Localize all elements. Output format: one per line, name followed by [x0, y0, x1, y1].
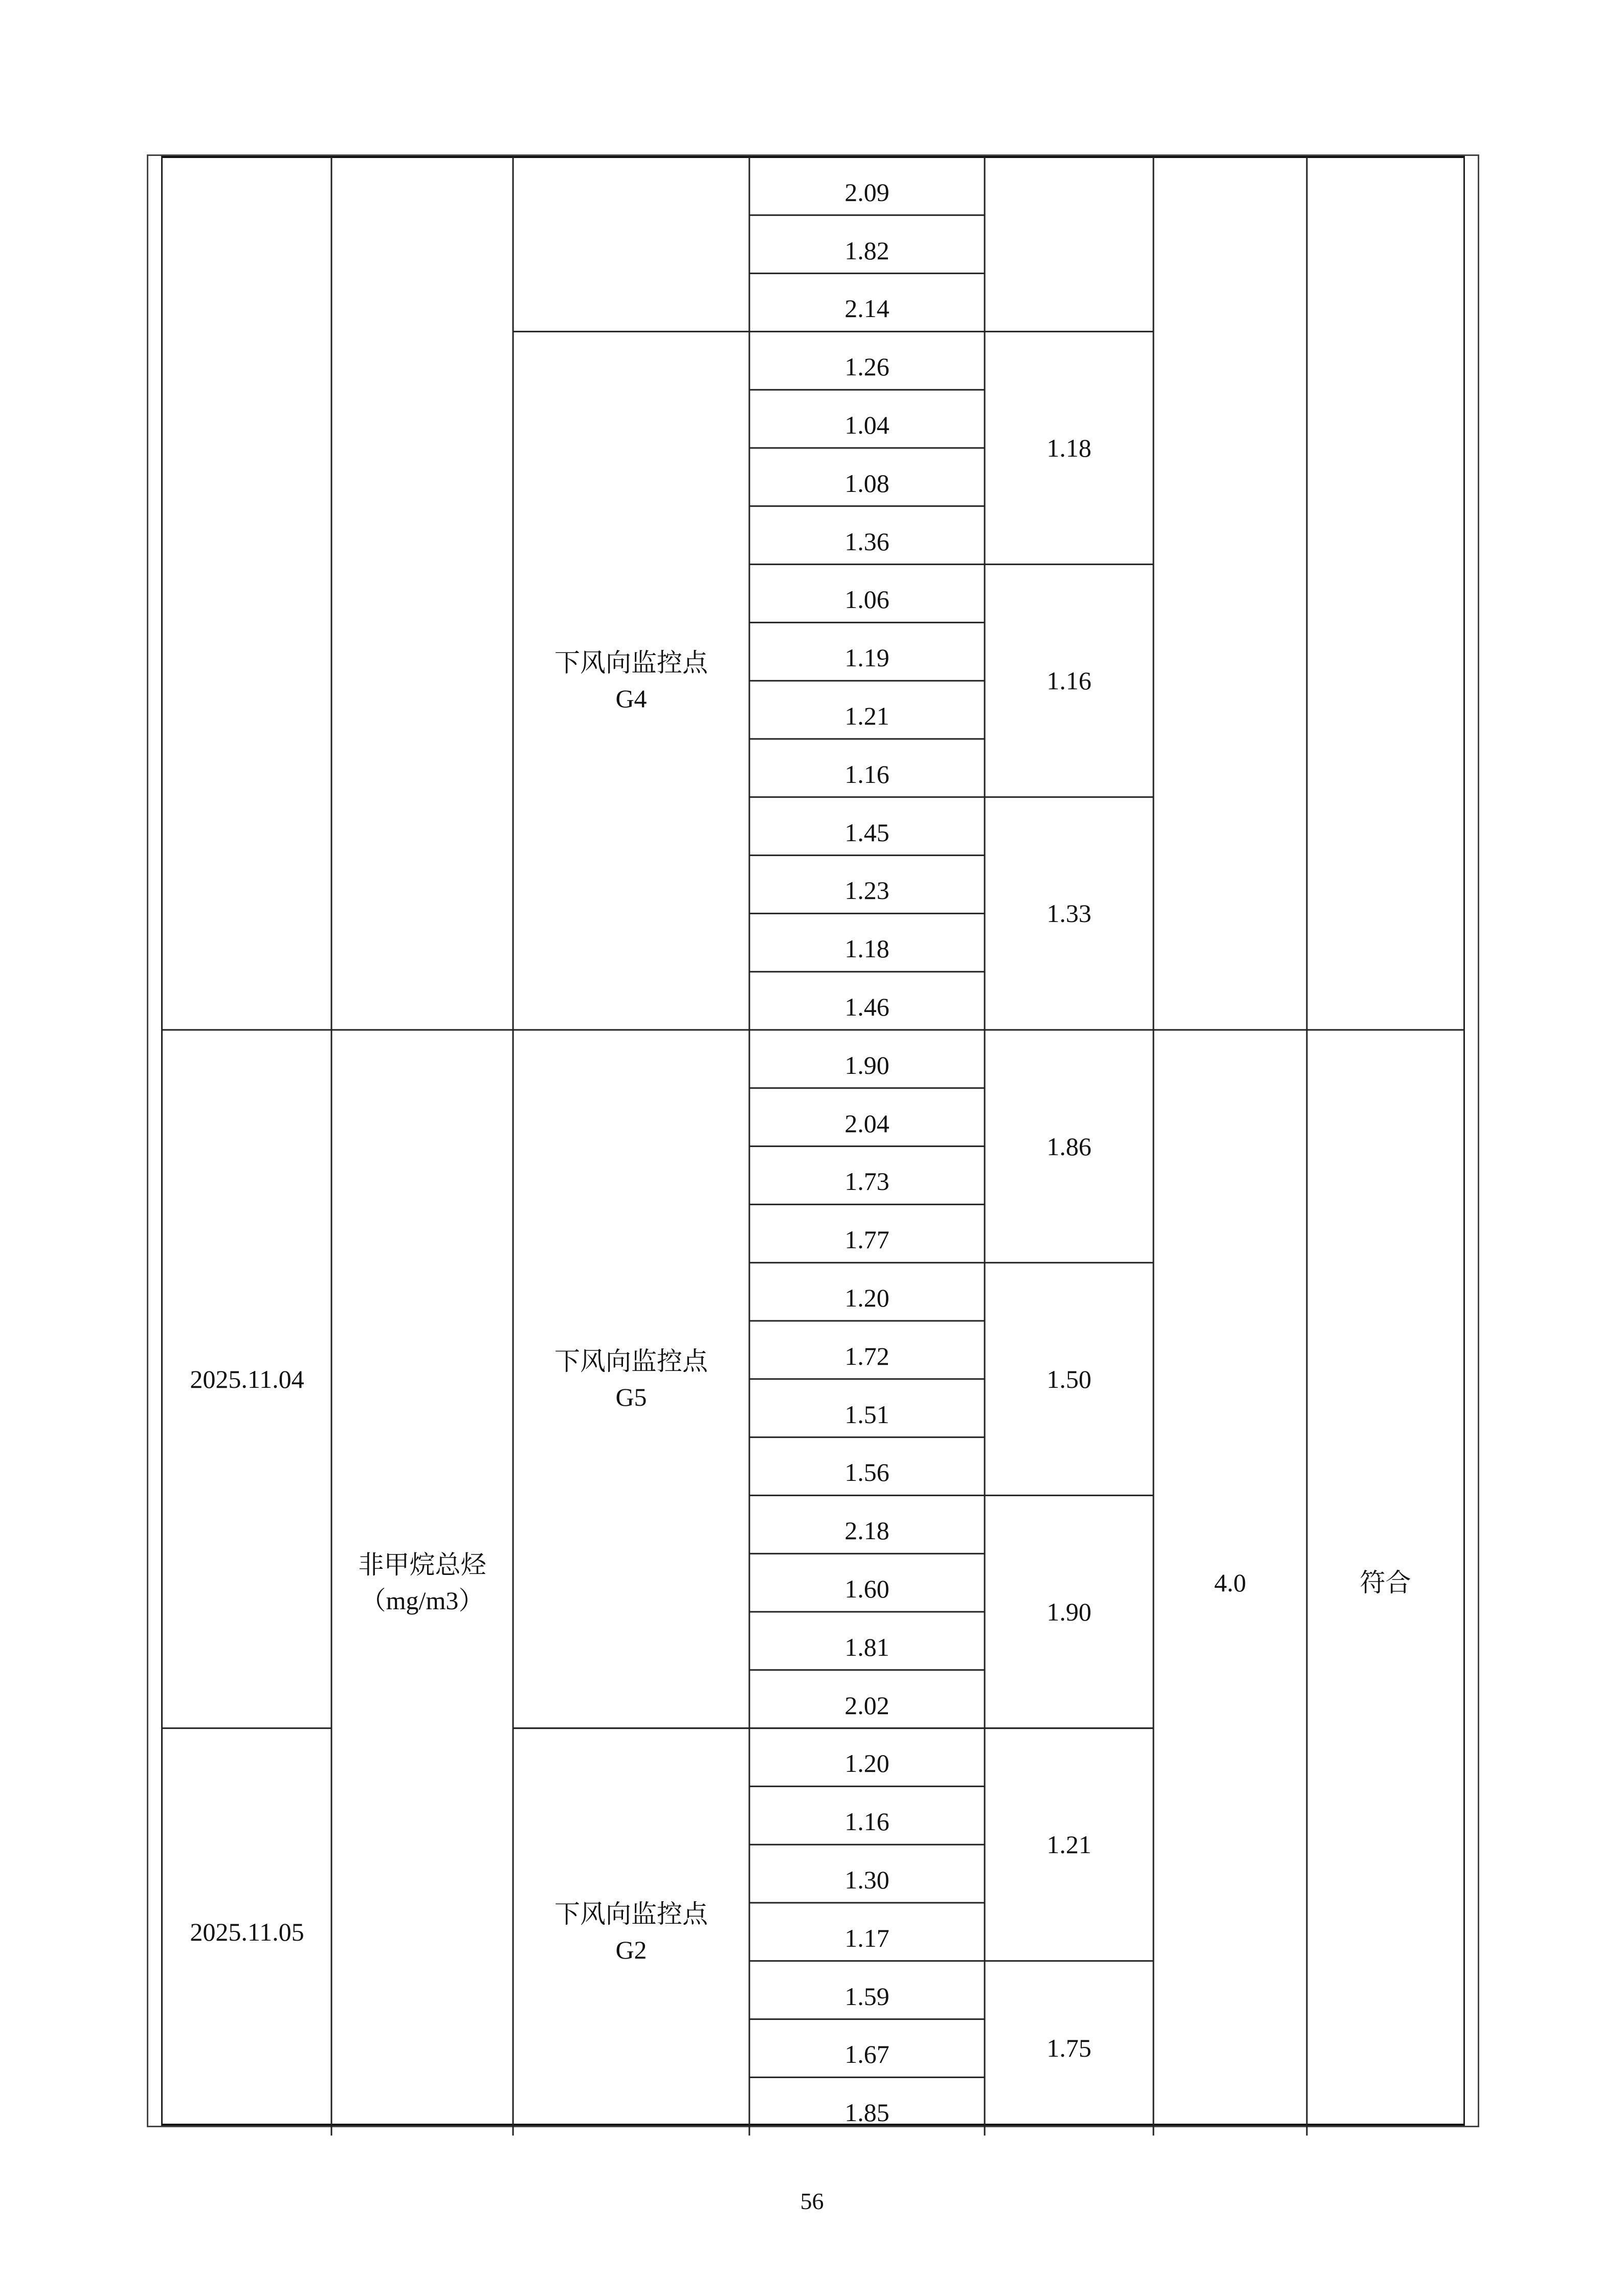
mean-value-cell: [985, 157, 1153, 331]
measured-value-cell: 1.36: [844, 527, 889, 556]
measured-value-cell: 1.20: [844, 1284, 889, 1313]
limit-cell: 4.0: [1214, 1568, 1247, 1597]
measured-value-cell: 1.82: [844, 236, 889, 265]
mean-value-cell: 1.18: [1047, 433, 1092, 462]
monitoring-point-cell: 下风向监控点 G4: [554, 648, 708, 713]
measured-value-cell: 1.06: [844, 585, 889, 614]
verdict-cell: [1307, 157, 1464, 1030]
monitoring-point-cell: 下风向监控点 G5: [554, 1346, 708, 1411]
item-cell: 非甲烷总烃 （mg/m3）: [358, 1550, 486, 1615]
measured-value-cell: 1.81: [844, 1632, 889, 1661]
measured-value-cell: 1.16: [844, 759, 889, 789]
measured-value-cell: 1.30: [844, 1865, 889, 1895]
measured-value-cell: 1.46: [844, 993, 889, 1022]
measured-value-cell: 1.23: [844, 876, 889, 905]
measured-value-cell: 1.04: [844, 411, 889, 440]
measured-value-cell: 1.73: [844, 1167, 889, 1196]
measured-value-cell: 1.90: [844, 1050, 889, 1079]
measured-value-cell: 1.19: [844, 643, 889, 672]
measured-value-cell: 1.21: [844, 702, 889, 731]
measured-value-cell: 2.14: [844, 294, 889, 323]
monitoring-point-cell: 下风向监控点 G2: [554, 1899, 708, 1964]
measured-value-cell: 1.59: [844, 1982, 889, 2011]
measured-value-cell: 2.09: [844, 177, 889, 207]
measured-value-cell: 1.56: [844, 1458, 889, 1487]
mean-value-cell: 1.21: [1047, 1830, 1092, 1859]
measured-value-cell: 1.18: [844, 934, 889, 963]
measured-value-cell: 1.67: [844, 2040, 889, 2069]
mean-value-cell: 1.33: [1047, 899, 1092, 928]
mean-value-cell: 1.86: [1047, 1132, 1092, 1161]
measured-value-cell: 1.16: [844, 1807, 889, 1836]
date-cell: [163, 157, 331, 1030]
measured-value-cell: 1.17: [844, 1923, 889, 1952]
mean-value-cell: 1.50: [1047, 1364, 1092, 1393]
monitoring-point-cell: [513, 157, 749, 331]
measured-value-cell: 2.18: [844, 1516, 889, 1545]
measured-value-cell: 1.45: [844, 818, 889, 847]
measured-value-cell: 1.26: [844, 352, 889, 381]
measured-value-cell: 1.72: [844, 1341, 889, 1370]
mean-value-cell: 1.90: [1047, 1597, 1092, 1626]
measured-value-cell: 1.20: [844, 1749, 889, 1778]
date-cell: 2025.11.04: [190, 1364, 304, 1393]
mean-value-cell: 1.75: [1047, 2034, 1092, 2063]
date-cell: 2025.11.05: [190, 1917, 304, 1946]
measured-value-cell: 1.51: [844, 1400, 889, 1429]
measured-value-cell: 1.08: [844, 468, 889, 498]
item-cell: [331, 157, 513, 1030]
limit-cell: [1153, 157, 1307, 1030]
measured-value-cell: 1.60: [844, 1574, 889, 1604]
measured-value-cell: 1.77: [844, 1225, 889, 1254]
mean-value-cell: 1.16: [1047, 666, 1092, 695]
measured-value-cell: 1.85: [844, 2098, 889, 2127]
measured-value-cell: 2.02: [844, 1691, 889, 1720]
measured-value-cell: 2.04: [844, 1109, 889, 1138]
verdict-cell: 符合: [1360, 1568, 1411, 1597]
page-number: 56: [800, 2188, 824, 2214]
